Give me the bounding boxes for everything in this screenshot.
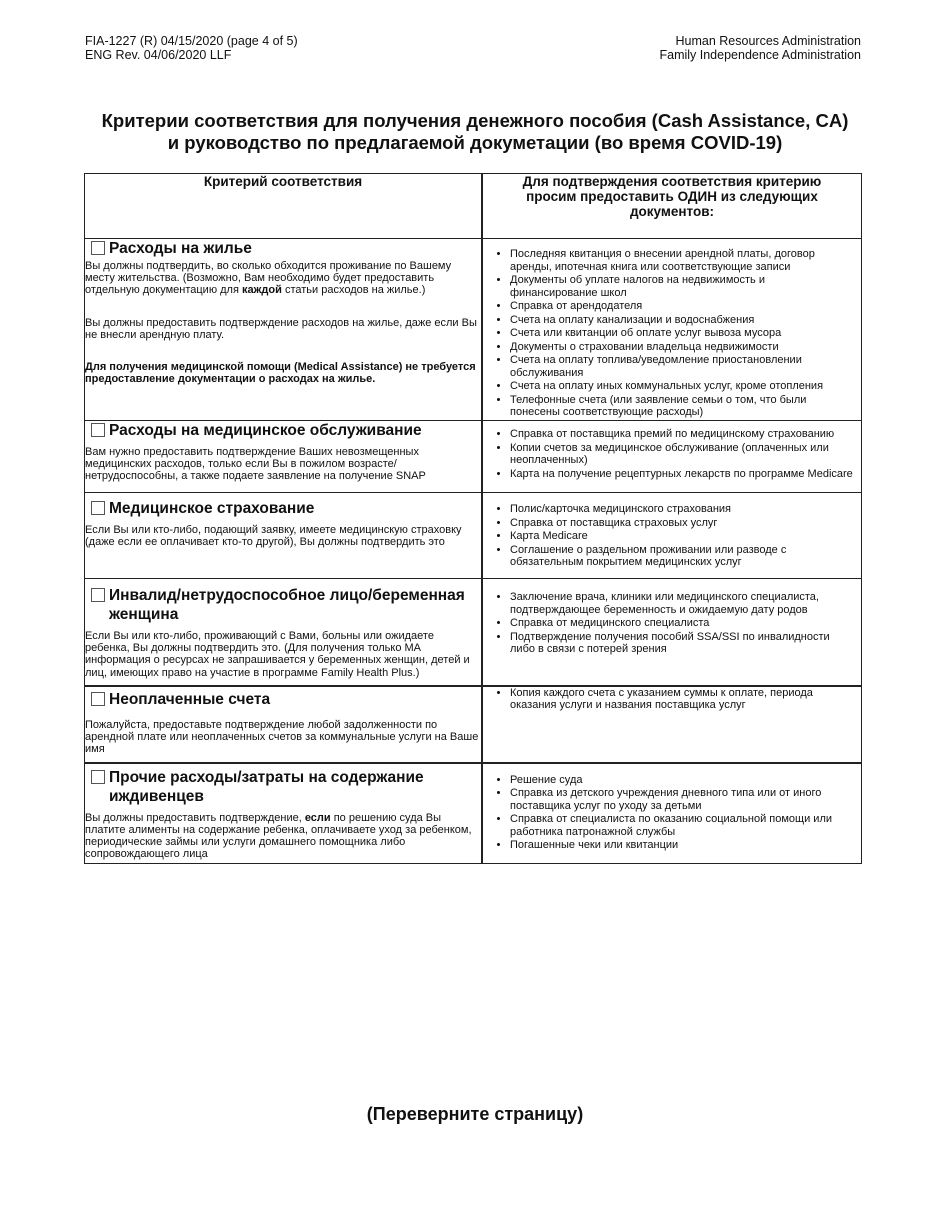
list-item: • Погашенные чеки или квитанции — [510, 839, 855, 852]
criterion-description: Пожалуйста, предоставьте подтверждение любой задолженности по арендной плате или неоплаченных счетов за коммунальные услуги на Ваше имя — [85, 718, 479, 755]
agency-division: Family Independence Administration — [659, 48, 861, 62]
list-item: • Документы об уплате налогов на недвижимость и финансирование школ — [510, 274, 855, 299]
criteria-table — [84, 173, 862, 864]
form-id: FIA-1227 (R) 04/15/2020 (page 4 of 5) — [85, 34, 298, 48]
criterion-heading — [85, 586, 481, 624]
list-item: • Счета на оплату топлива/уведомление приостановлении обслуживания — [510, 354, 855, 379]
table-row — [85, 686, 862, 763]
table-row — [85, 421, 862, 493]
list-item: • Последняя квитанция о внесении арендной платы, договор аренды, ипотечная книга или соответствующие записи — [510, 248, 855, 273]
agency-name: Human Resources Administration — [675, 34, 861, 48]
documents-cell — [482, 239, 862, 421]
revision-info: ENG Rev. 04/06/2020 LLF — [85, 48, 232, 62]
criterion-cell — [85, 239, 483, 421]
page-title — [60, 110, 890, 154]
criterion-description: Вам нужно предоставить подтверждение Ваших невозмещенных медицинских расходов, только если Вы в пожилом возрасте/ нетрудоспособны, а также подаете заявление на получение SNAP — [85, 446, 426, 483]
form-id-block — [85, 34, 298, 62]
criterion-heading — [85, 690, 481, 709]
list-item: • Счета или квитанции об оплате услуг вывоза мусора — [510, 327, 855, 340]
documents-cell — [482, 579, 862, 686]
page-title-line1: Критерии соответствия для получения денежного пособия (Cash Assistance, CA) — [101, 110, 849, 131]
housing-checkbox[interactable] — [91, 241, 105, 255]
list-item: • Карта Medicare — [510, 530, 855, 543]
criterion-description: Вы должны подтвердить, во сколько обходится проживание по Вашему месту жительства. (Возможно, Вам необходимо будет предоставить отдельную документацию для каждой статьи расходов на жилье.) — [85, 260, 452, 297]
documents-list — [483, 493, 861, 569]
list-item: • Справка от специалиста по оказанию социальной помощи или работника патронажной службы — [510, 813, 855, 838]
criterion-note: Для получения медицинской помощи (Medical Assistance) не требуется предоставление документации о расходах на жилье. — [85, 361, 476, 386]
criteria-column-header: Критерий соответствия — [85, 174, 483, 239]
list-item: • Справка от медицинского специалиста — [510, 617, 855, 630]
criterion-title: Инвалид/нетрудоспособное лицо/беременная женщина — [109, 587, 465, 623]
criterion-cell — [85, 493, 483, 579]
criterion-description: Если Вы или кто-либо, подающий заявку, имеете медицинскую страховку (даже если ее оплачивает кто-то другой), Вы должны подтвердить это — [85, 524, 462, 549]
table-row — [85, 579, 862, 686]
list-item: • Документы о страховании владельца недвижимости — [510, 341, 855, 354]
table-row — [85, 239, 862, 421]
list-item: • Заключение врача, клиники или медицинского специалиста, подтверждающее беременность и ожидаемую дату родов — [510, 591, 855, 616]
documents-cell — [482, 421, 862, 493]
documents-list — [483, 687, 861, 712]
documents-cell — [482, 763, 862, 864]
table-row — [85, 763, 862, 864]
criterion-title: Прочие расходы/затраты на содержание иждивенцев — [109, 768, 424, 805]
documents-list — [483, 764, 861, 852]
criterion-cell — [85, 579, 483, 686]
criterion-title: Расходы на жилье — [109, 240, 252, 257]
list-item: • Копия каждого счета с указанием суммы к оплате, периода оказания услуги и названия поставщика услуг — [510, 687, 855, 712]
list-item: • Справка из детского учреждения дневного типа или от иного поставщика услуг по уходу за детьми — [510, 787, 855, 812]
criterion-cell — [85, 686, 483, 763]
list-item: • Карта на получение рецептурных лекарств по программе Medicare — [510, 468, 855, 481]
list-item: • Справка от арендодателя — [510, 300, 855, 313]
list-item: • Решение суда — [510, 774, 855, 787]
criterion-description: Вы должны предоставить подтверждение расходов на жилье, даже если Вы не внесли арендную плату. — [85, 316, 477, 341]
documents-list — [483, 239, 861, 419]
criterion-description: Вы должны предоставить подтверждение, если по решению суда Вы платите алименты на содержание ребенка, оплачиваете уход за ребенком, периодические займы или услуги домашнего помощника либо сопровождающего лица — [85, 811, 472, 861]
criterion-heading — [85, 499, 481, 518]
disability-checkbox[interactable] — [91, 588, 105, 602]
criterion-description: Если Вы или кто-либо, проживающий с Вами, больны или ожидаете ребенка, Вы должны подтвердить это. (Для получения только MA информация о ресурсах не запрашивается у беременных женщин, детей и лиц, имеющих право на участие в программе Family Health Plus.) — [85, 630, 470, 679]
criterion-heading — [85, 421, 481, 440]
criterion-cell — [85, 763, 483, 864]
list-item: • Справка от поставщика премий по медицинскому страхованию — [510, 428, 855, 441]
page-title-line2: и руководство по предлагаемой докуметации (во время COVID-19) — [167, 132, 783, 153]
criterion-heading — [85, 239, 481, 258]
documents-column-header: Для подтверждения соответствия критерию просим предоставить ОДИН из следующих документов: — [482, 174, 862, 239]
health-insurance-checkbox[interactable] — [91, 501, 105, 515]
medical-expenses-checkbox[interactable] — [91, 423, 105, 437]
documents-list — [483, 421, 861, 480]
list-item: • Счета на оплату канализации и водоснабжения — [510, 314, 855, 327]
list-item: • Справка от поставщика страховых услуг — [510, 517, 855, 530]
list-item: • Телефонные счета (или заявление семьи о том, что были понесены соответствующие расходы) — [510, 394, 855, 419]
list-item: • Соглашение о раздельном проживании или разводе с обязательным покрытием медицинских услуг — [510, 544, 855, 569]
agency-block — [659, 34, 861, 62]
unpaid-bills-checkbox[interactable] — [91, 692, 105, 706]
criterion-title: Медицинское страхование — [109, 500, 315, 517]
criterion-title: Расходы на медицинское обслуживание — [109, 422, 422, 439]
table-row — [85, 493, 862, 579]
criterion-title: Неоплаченные счета — [109, 690, 271, 708]
list-item: • Полис/карточка медицинского страхования — [510, 503, 855, 516]
criterion-cell — [85, 421, 483, 493]
criterion-heading — [85, 768, 481, 806]
turn-page-note: (Переверните страницу) — [366, 1104, 584, 1124]
table-header-row — [85, 174, 862, 239]
documents-cell — [482, 686, 862, 763]
list-item: • Счета на оплату иных коммунальных услуг, кроме отопления — [510, 380, 855, 393]
documents-list — [483, 579, 861, 656]
list-item: • Копии счетов за медицинское обслуживание (оплаченных или неоплаченных) — [510, 442, 855, 467]
other-expenses-checkbox[interactable] — [91, 770, 105, 784]
documents-cell — [482, 493, 862, 579]
list-item: • Подтверждение получения пособий SSA/SSI по инвалидности либо в связи с потерей зрения — [510, 631, 855, 656]
